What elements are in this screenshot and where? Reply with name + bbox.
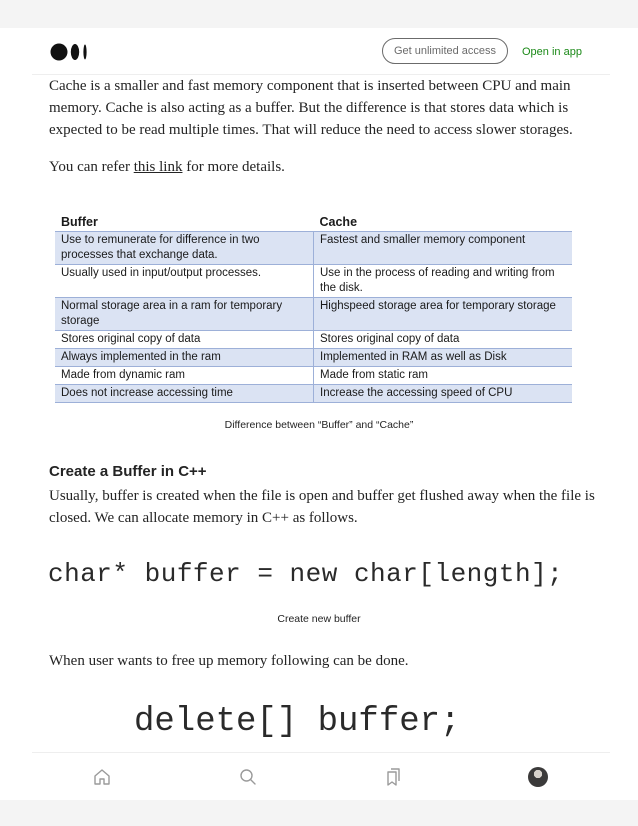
avatar[interactable] (528, 767, 548, 787)
comparison-table (55, 213, 572, 403)
table-cell: Stores original copy of data (314, 331, 573, 349)
table-cell: Implemented in RAM as well as Disk (314, 349, 573, 367)
bookmarks-icon[interactable] (383, 767, 403, 787)
paragraph-free-memory: When user wants to free up memory following can be done. (49, 653, 409, 669)
table-cell: Normal storage area in a ram for temporary storage (55, 298, 314, 331)
table-cell: Does not increase accessing time (55, 385, 314, 403)
paragraph-buffer-creation: Usually, buffer is created when the file is open and buffer get flushed away when the file is closed. We can allocate memory in C++ as follows. (49, 488, 595, 526)
refer-prefix: You can refer (49, 159, 134, 175)
table-row (55, 367, 572, 385)
top-strip (0, 0, 638, 28)
table-cell: Highspeed storage area for temporary storage (314, 298, 573, 331)
table-cell: Increase the accessing speed of CPU (314, 385, 573, 403)
table-header-cache: Cache (319, 215, 358, 229)
paragraph-refer-link (49, 156, 604, 178)
image-caption-table: Difference between “Buffer” and “Cache” (224, 419, 414, 431)
image-caption-code: Create new buffer (277, 613, 361, 625)
table-row (55, 385, 572, 403)
refer-suffix: for more details. (182, 159, 285, 175)
open-in-app-link[interactable]: Open in app (522, 46, 582, 58)
paragraph-cache-description: Cache is a smaller and fast memory component that is inserted between CPU and main memory. Cache is also acting as a buffer. But the difference is that stores data which is expected to be read multiple times. That will reduce the need to access slower storages. (49, 78, 573, 138)
table-cell: Always implemented in the ram (55, 349, 314, 367)
table-row (55, 298, 572, 331)
get-unlimited-access-button[interactable]: Get unlimited access (382, 38, 508, 64)
table-row (55, 331, 572, 349)
app-header (32, 28, 610, 75)
bottom-strip (0, 800, 638, 826)
table-cell: Fastest and smaller memory component (314, 232, 573, 265)
home-icon[interactable] (92, 767, 112, 787)
table-row (55, 265, 572, 298)
table-cell: Made from static ram (314, 367, 573, 385)
table-header-buffer: Buffer (61, 215, 98, 229)
search-icon[interactable] (238, 767, 258, 787)
code-image-delete-buffer: delete[] buffer; (134, 703, 461, 741)
table-cell: Use to remunerate for difference in two processes that exchange data. (55, 232, 314, 265)
table-cell: Made from dynamic ram (55, 367, 314, 385)
bottom-navigation (32, 752, 610, 801)
medium-logo-icon[interactable] (50, 43, 90, 61)
table-cell: Use in the process of reading and writing from the disk. (314, 265, 573, 298)
table-cell: Usually used in input/output processes. (55, 265, 314, 298)
table-cell: Stores original copy of data (55, 331, 314, 349)
code-image-new-buffer: char* buffer = new char[length]; (48, 559, 564, 589)
table-row (55, 349, 572, 367)
section-heading: Create a Buffer in C++ (49, 463, 207, 480)
this-link[interactable]: this link (133, 159, 183, 175)
table-row (55, 232, 572, 265)
buffer-cache-table-image (55, 213, 572, 403)
